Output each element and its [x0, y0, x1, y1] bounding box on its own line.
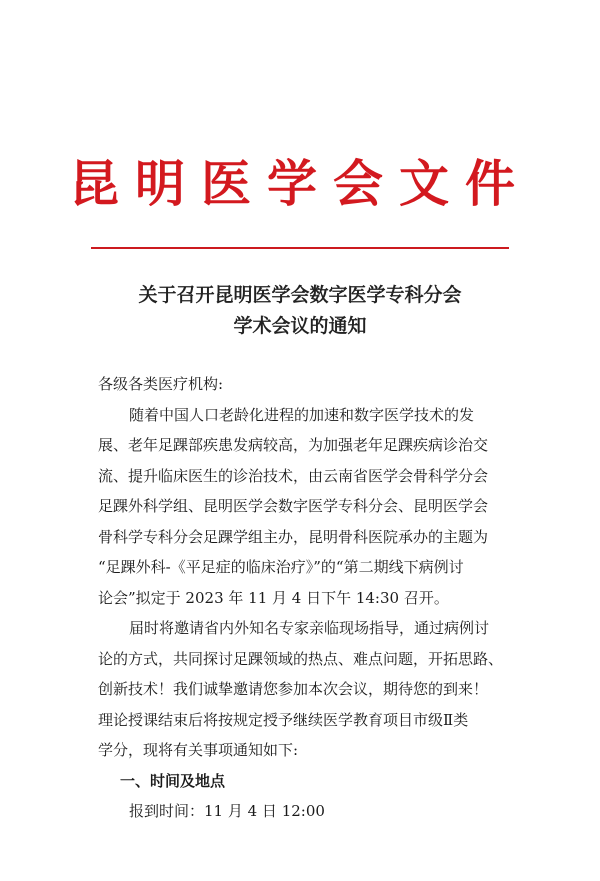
paragraph-1-line: 足踝外科学组、昆明医学会数字医学专科分会、昆明医学会	[98, 497, 489, 515]
paragraph-1-line: 流、提升临床医生的诊治技术，由云南省医学会骨科学分会	[98, 466, 489, 485]
paragraph-1-line: 展、老年足踝部疾患发病较高，为加强老年足踝疾病诊治交	[98, 436, 489, 454]
org-letterhead-title: 昆明医学会文件	[69, 154, 531, 213]
paragraph-1-line: “足踝外科-《平足症的临床治疗》”的“第二期线下病例讨	[98, 558, 464, 576]
paragraph-1-line: 论会”拟定于 2023 年 11 月 4 日下午 14:30 召开。	[98, 588, 449, 607]
paragraph-2-line: 论的方式，共同探讨足踝领域的热点、难点问题，开拓思路、	[98, 649, 504, 668]
paragraph-2-line: 届时将邀请省内外知名专家亲临现场指导，通过病例讨	[129, 619, 490, 637]
paragraph-2-line: 创新技术！我们诚挚邀请您参加本次会议，期待您的到来！	[98, 680, 489, 698]
paragraph-2-line: 理论授课结束后将按规定授予继续医学教育项目市级Ⅱ类	[98, 710, 469, 729]
registration-time: 报到时间：11 月 4 日 12:00	[129, 802, 325, 820]
notice-title-line-2: 学术会议的通知	[233, 315, 367, 337]
red-divider-line	[91, 247, 509, 249]
paragraph-1-line: 随着中国人口老龄化进程的加速和数字医学技术的发	[129, 405, 475, 424]
paragraph-1-line: 骨科学专科分会足踝学组主办，昆明骨科医院承办的主题为	[98, 527, 489, 546]
addressee: 各级各类医疗机构:	[98, 375, 224, 393]
notice-title-line-1: 关于召开昆明医学会数字医学专科分会	[138, 284, 462, 306]
paragraph-2-line: 学分，现将有关事项通知如下:	[98, 741, 299, 759]
notice-body	[98, 369, 518, 827]
section-heading-time-location: 一、时间及地点	[120, 771, 226, 790]
notice-title	[0, 280, 600, 342]
